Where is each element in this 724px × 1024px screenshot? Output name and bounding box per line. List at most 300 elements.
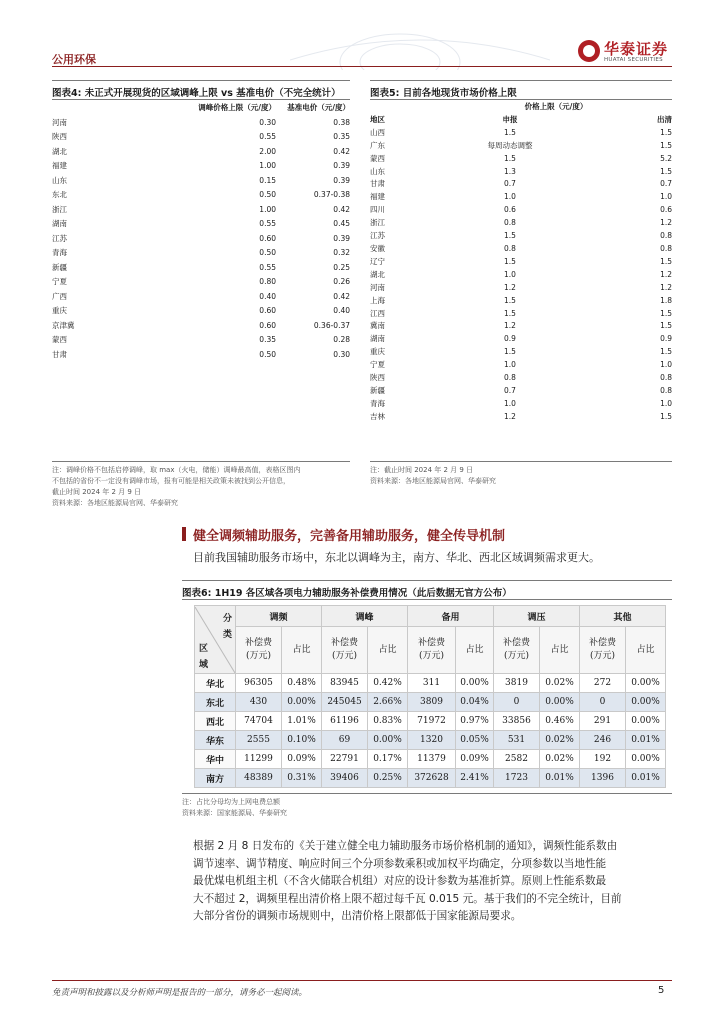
peak-cell: 0.55 [259, 262, 276, 272]
figure5-group-header: 价格上限（元/度） [524, 102, 588, 111]
figure5-row [370, 204, 672, 217]
figure5-col-declare: 申报 [502, 114, 518, 124]
declare-cell: 1.0 [504, 398, 516, 408]
declare-cell: 0.9 [504, 334, 516, 344]
figure5-row [370, 178, 672, 191]
figure4-note: 不包括的省份不一定没有调峰市场，报有可能是相关政策未被找到公开信息， [52, 477, 290, 485]
figure5-title: 图表5: 目前各地现货市场价格上限 [370, 88, 517, 99]
value-cell: 0.97% [456, 712, 494, 731]
figure5-row [370, 372, 672, 385]
figure4-row [52, 130, 350, 145]
value-cell: 311 [408, 674, 456, 693]
declare-cell: 1.5 [504, 127, 516, 137]
value-cell: 0.46% [540, 712, 580, 731]
value-cell: 33856 [494, 712, 540, 731]
value-cell: 1396 [580, 769, 626, 788]
sub-header-fee [322, 627, 368, 674]
base-cell: 0.39 [333, 161, 350, 170]
region-cell: 甘肃 [370, 179, 385, 189]
clear-cell: 1.0 [660, 360, 672, 370]
sub-header-fee-label: 补偿费 [244, 638, 272, 648]
huatai-logo [578, 38, 674, 66]
declare-cell: 1.3 [504, 166, 516, 176]
sub-header-fee-label: 补偿费 [502, 638, 530, 648]
region-cell: 山东 [52, 175, 67, 185]
sub-header-ratio: 占比 [456, 627, 494, 674]
figure4-row [52, 304, 350, 319]
declare-cell: 0.6 [504, 205, 516, 215]
peak-cell: 1.00 [259, 204, 276, 214]
figure6-row [195, 674, 666, 693]
peak-cell: 0.60 [259, 320, 276, 330]
declare-cell: 1.5 [504, 295, 516, 305]
figure4-row [52, 217, 350, 232]
peak-cell: 0.55 [259, 132, 276, 141]
declare-cell: 0.8 [504, 218, 516, 228]
figure6-group-header: 调频 [236, 606, 322, 627]
region-cell: 上海 [370, 295, 385, 305]
figure4-row [52, 188, 350, 203]
paragraph-line: 最优煤电机组主机（不含火储联合机组）对应的设计参数为基准折算。原则上性能系数最 [193, 875, 607, 887]
value-cell: 0.00% [282, 693, 322, 712]
figure5-row [370, 333, 672, 346]
figure5-row [370, 230, 672, 243]
base-cell: 0.42 [333, 146, 350, 156]
value-cell: 96305 [236, 674, 282, 693]
value-cell: 0.02% [540, 731, 580, 750]
figure5-row [370, 166, 672, 179]
clear-cell: 0.6 [660, 205, 672, 215]
figure5-row [370, 411, 672, 424]
clear-cell: 5.2 [660, 153, 672, 163]
value-cell: 1320 [408, 731, 456, 750]
page-number: 5 [658, 985, 665, 996]
region-cell: 浙江 [52, 204, 67, 214]
region-cell: 华东 [195, 731, 236, 750]
sub-header-fee-unit: (万元) [589, 651, 616, 661]
region-cell: 宁夏 [52, 277, 67, 286]
declare-cell: 0.8 [504, 243, 516, 253]
clear-cell: 0.7 [660, 179, 672, 189]
figure4-row [52, 232, 350, 247]
value-cell: 48389 [236, 769, 282, 788]
value-cell: 0.00% [626, 674, 666, 693]
figure4-row [52, 275, 350, 290]
paragraph-line: 大不超过 2，调频里程出清价格上限不超过每千瓦 0.015 元。基于我们的不完全统计，目前 [193, 892, 622, 905]
region-cell: 新疆 [52, 262, 67, 272]
figure4-row [52, 333, 350, 348]
value-cell: 1.01% [282, 712, 322, 731]
base-cell: 0.30 [333, 349, 350, 359]
figure4-row [52, 246, 350, 261]
figure6-row [195, 769, 666, 788]
figure5-col-region: 地区 [370, 114, 385, 124]
figure4-title: 图表4: 未正式开展现货的区域调峰上限 vs 基准电价（不完全统计） [52, 88, 341, 99]
sub-header-fee [494, 627, 540, 674]
base-cell: 0.42 [333, 204, 350, 214]
sub-header-fee [236, 627, 282, 674]
header-watermark-graphic [290, 30, 550, 70]
value-cell: 272 [580, 674, 626, 693]
figure5-row [370, 243, 672, 256]
declare-cell: 1.0 [504, 269, 516, 279]
region-cell: 安徽 [370, 243, 385, 253]
declare-cell: 1.5 [504, 231, 516, 241]
base-cell: 0.32 [333, 248, 350, 257]
region-cell: 四川 [370, 205, 385, 215]
base-cell: 0.36-0.37 [313, 320, 350, 330]
figure5-top-rule [370, 80, 672, 81]
declare-cell: 1.5 [504, 153, 516, 163]
figure5-source: 资料来源：各地区能源局官网、华泰研究 [370, 477, 496, 485]
value-cell: 0.31% [282, 769, 322, 788]
sub-header-fee [580, 627, 626, 674]
clear-cell: 0.8 [660, 385, 672, 395]
declare-cell: 1.0 [504, 192, 516, 202]
clear-cell: 1.5 [660, 127, 672, 137]
value-cell: 245045 [322, 693, 368, 712]
figure5-row [370, 282, 672, 295]
value-cell: 0.00% [456, 674, 494, 693]
peak-cell: 0.30 [259, 117, 276, 127]
region-cell: 湖北 [370, 269, 385, 279]
sub-header-ratio: 占比 [282, 627, 322, 674]
figure4-col-base: 基准电价（元/度） [287, 103, 350, 112]
value-cell: 74704 [236, 712, 282, 731]
base-cell: 0.37-0.38 [313, 190, 350, 199]
section-lead-text: 目前我国辅助服务市场中，东北以调峰为主，南方、华北、西北区域调频需求更大。 [193, 551, 600, 564]
value-cell: 39406 [322, 769, 368, 788]
figure6-top-rule [182, 580, 672, 581]
value-cell: 0.48% [282, 674, 322, 693]
declare-cell: 1.5 [504, 256, 516, 266]
declare-cell: 1.2 [504, 321, 516, 331]
figure6-group-header: 调峰 [322, 606, 408, 627]
value-cell: 2555 [236, 731, 282, 750]
figure5-title-rule [370, 99, 672, 100]
base-cell: 0.38 [333, 117, 350, 127]
figure5-row [370, 398, 672, 411]
figure6-row [195, 712, 666, 731]
logo-english-text: HUATAI SECURITIES [604, 57, 663, 63]
clear-cell: 1.5 [660, 321, 672, 331]
region-cell: 浙江 [370, 218, 385, 228]
peak-cell: 0.80 [259, 277, 276, 286]
logo-text: 华泰证券 [604, 40, 669, 58]
value-cell: 0.25% [368, 769, 408, 788]
region-cell: 陕西 [52, 132, 67, 141]
corner-label-top: 分 [223, 613, 233, 624]
sub-header-fee-unit: (万元) [331, 651, 358, 661]
clear-cell: 1.5 [660, 308, 672, 318]
region-cell: 西北 [195, 712, 236, 731]
value-cell: 0.83% [368, 712, 408, 731]
sub-header-fee-unit: (万元) [245, 651, 272, 661]
region-cell: 宁夏 [370, 360, 385, 370]
figure4-row [52, 174, 350, 189]
sub-header-fee-unit: (万元) [418, 651, 445, 661]
figure5-row [370, 385, 672, 398]
clear-cell: 1.5 [660, 140, 672, 150]
declare-cell: 0.7 [504, 179, 516, 189]
value-cell: 2582 [494, 750, 540, 769]
footer-divider [52, 980, 672, 981]
region-cell: 蒙西 [370, 153, 385, 163]
declare-cell: 1.5 [504, 347, 516, 357]
region-cell: 吉林 [370, 411, 385, 421]
region-cell: 河南 [52, 117, 67, 127]
figure4-table [52, 101, 350, 362]
figure5-table [370, 101, 672, 424]
figure4-row [52, 348, 350, 363]
figure6-group-header: 调压 [494, 606, 580, 627]
value-cell: 2.41% [456, 769, 494, 788]
figure6-title: 图表6: 1H19 各区域各项电力辅助服务补偿费用情况（此后数据无官方公布） [182, 588, 512, 599]
value-cell: 0 [580, 693, 626, 712]
corner-diagonal [195, 607, 235, 673]
region-cell: 辽宁 [370, 256, 385, 266]
figure6-bottom-rule [182, 793, 672, 794]
peak-cell: 0.40 [259, 291, 276, 301]
figure5-row [370, 308, 672, 321]
value-cell: 11299 [236, 750, 282, 769]
figure5-row [370, 346, 672, 359]
region-cell: 重庆 [52, 306, 67, 315]
figure5-row [370, 295, 672, 308]
value-cell: 0.00% [626, 750, 666, 769]
value-cell: 192 [580, 750, 626, 769]
value-cell: 3809 [408, 693, 456, 712]
clear-cell: 1.0 [660, 398, 672, 408]
value-cell: 69 [322, 731, 368, 750]
figure5-row [370, 256, 672, 269]
value-cell: 291 [580, 712, 626, 731]
value-cell: 246 [580, 731, 626, 750]
declare-cell: 1.2 [504, 282, 516, 292]
figure6-corner-cell [195, 606, 236, 674]
logo-mark-icon [578, 40, 600, 62]
section-marker [182, 527, 186, 541]
clear-cell: 0.8 [660, 373, 672, 383]
peak-cell: 0.50 [259, 349, 276, 359]
value-cell: 0.02% [540, 750, 580, 769]
region-cell: 江苏 [370, 231, 385, 241]
figure4-row [52, 203, 350, 218]
value-cell: 71972 [408, 712, 456, 731]
clear-cell: 1.0 [660, 192, 672, 202]
peak-cell: 0.55 [259, 219, 276, 228]
paragraph-line: 调节速率、调节精度、响应时间三个分项参数乘积或加权平均确定，分项参数以当地性能 [193, 857, 607, 870]
value-cell: 0.01% [626, 731, 666, 750]
base-cell: 0.39 [333, 233, 350, 243]
region-cell: 陕西 [370, 373, 385, 383]
base-cell: 0.42 [333, 291, 350, 301]
base-cell: 0.25 [333, 262, 350, 272]
base-cell: 0.35 [333, 132, 350, 141]
peak-cell: 0.50 [259, 190, 276, 199]
declare-cell: 0.8 [504, 373, 516, 383]
value-cell: 430 [236, 693, 282, 712]
region-cell: 湖南 [370, 334, 385, 344]
region-cell: 广东 [370, 140, 385, 150]
peak-cell: 0.35 [259, 335, 276, 344]
value-cell: 0.10% [282, 731, 322, 750]
figure4-row [52, 319, 350, 334]
clear-cell: 1.2 [660, 218, 672, 228]
region-cell: 重庆 [370, 347, 385, 357]
figure4-row [52, 290, 350, 305]
report-section-label: 公用环保 [52, 53, 96, 66]
region-cell: 江苏 [52, 233, 67, 243]
figure5-note: 注：截止时间 2024 年 2 月 9 日 [370, 466, 474, 474]
value-cell: 2.66% [368, 693, 408, 712]
figure4-row [52, 145, 350, 160]
peak-cell: 1.00 [259, 161, 276, 170]
value-cell: 0.01% [626, 769, 666, 788]
clear-cell: 1.8 [660, 295, 672, 305]
sub-header-fee-label: 补偿费 [588, 638, 616, 648]
declare-cell: 0.7 [504, 385, 516, 395]
corner-label-mid: 类 [223, 629, 233, 640]
figure5-bottom-rule [370, 461, 672, 462]
region-cell: 京津冀 [52, 320, 75, 330]
value-cell: 3819 [494, 674, 540, 693]
value-cell: 0.00% [368, 731, 408, 750]
value-cell: 0.05% [456, 731, 494, 750]
corner-label-region: 区 [199, 643, 209, 654]
figure4-col-peak: 调峰价格上限（元/度） [198, 103, 276, 112]
value-cell: 0.00% [626, 693, 666, 712]
figure4-row [52, 159, 350, 174]
value-cell: 0.01% [540, 769, 580, 788]
value-cell: 372628 [408, 769, 456, 788]
value-cell: 0 [494, 693, 540, 712]
region-cell: 山东 [370, 166, 385, 176]
value-cell: 11379 [408, 750, 456, 769]
value-cell: 0.00% [540, 693, 580, 712]
figure5-row [370, 191, 672, 204]
base-cell: 0.28 [333, 335, 350, 344]
figure5-row [370, 359, 672, 372]
sub-header-fee-label: 补偿费 [417, 638, 445, 648]
value-cell: 0.04% [456, 693, 494, 712]
figure4-row [52, 116, 350, 131]
figure5-row [370, 127, 672, 140]
base-cell: 0.26 [333, 277, 350, 286]
region-cell: 青海 [52, 248, 67, 257]
figure4-note: 注：调峰价格不包括启停调峰，取 max（火电，储能）调峰最高值，表格区图内 [52, 466, 301, 474]
sub-header-fee [408, 627, 456, 674]
value-cell: 0.00% [626, 712, 666, 731]
region-cell: 山西 [370, 127, 385, 137]
region-cell: 福建 [370, 192, 385, 202]
declare-cell: 1.5 [504, 308, 516, 318]
region-cell: 河南 [370, 282, 385, 292]
figure4-row [52, 261, 350, 276]
declare-cell: 每周动态调整 [487, 140, 533, 150]
figure5-row [370, 153, 672, 166]
region-cell: 蒙西 [52, 335, 67, 344]
value-cell: 0.42% [368, 674, 408, 693]
value-cell: 0.09% [456, 750, 494, 769]
declare-cell: 1.2 [504, 411, 516, 421]
paragraph-line: 根据 2 月 8 日发布的《关于建立健全电力辅助服务市场价格机制的通知》，调频性能系数由 [193, 840, 618, 852]
figure4-note: 截止时间 2024 年 2 月 9 日 [52, 488, 142, 496]
section-title: 健全调频辅助服务，完善备用辅助服务，健全传导机制 [193, 529, 506, 544]
figure4-top-rule [52, 80, 350, 81]
clear-cell: 1.5 [660, 411, 672, 421]
value-cell: 83945 [322, 674, 368, 693]
peak-cell: 0.15 [259, 175, 276, 185]
declare-cell: 1.0 [504, 360, 516, 370]
peak-cell: 0.50 [259, 248, 276, 257]
region-cell: 华北 [195, 674, 236, 693]
sub-header-ratio: 占比 [626, 627, 666, 674]
region-cell: 广西 [52, 291, 67, 301]
value-cell: 61196 [322, 712, 368, 731]
clear-cell: 0.8 [660, 243, 672, 253]
region-cell: 湖南 [52, 219, 67, 228]
region-cell: 南方 [195, 769, 236, 788]
clear-cell: 1.2 [660, 269, 672, 279]
figure5-row [370, 269, 672, 282]
figure5-row [370, 320, 672, 333]
value-cell: 0.02% [540, 674, 580, 693]
region-cell: 江西 [370, 308, 385, 318]
figure6-table [194, 605, 666, 788]
region-cell: 甘肃 [52, 349, 67, 359]
base-cell: 0.40 [333, 306, 350, 315]
figure5-row [370, 140, 672, 153]
value-cell: 22791 [322, 750, 368, 769]
clear-cell: 0.8 [660, 231, 672, 241]
figure6-row [195, 750, 666, 769]
clear-cell: 0.9 [660, 334, 672, 344]
figure5-row [370, 217, 672, 230]
figure5-col-clear: 出清 [657, 114, 672, 124]
base-cell: 0.45 [333, 219, 350, 228]
figure6-group-header: 其他 [580, 606, 666, 627]
footer-disclaimer: 免责声明和披露以及分析师声明是报告的一部分，请务必一起阅读。 [52, 988, 308, 998]
region-cell: 冀南 [370, 321, 385, 331]
clear-cell: 1.5 [660, 347, 672, 357]
clear-cell: 1.5 [660, 256, 672, 266]
clear-cell: 1.2 [660, 282, 672, 292]
figure6-row [195, 693, 666, 712]
figure6-group-header: 备用 [408, 606, 494, 627]
sub-header-fee-unit: (万元) [503, 651, 530, 661]
figure4-bottom-rule [52, 461, 350, 462]
value-cell: 0.09% [282, 750, 322, 769]
region-cell: 青海 [370, 398, 385, 408]
value-cell: 0.17% [368, 750, 408, 769]
sub-header-fee-label: 补偿费 [330, 638, 358, 648]
value-cell: 1723 [494, 769, 540, 788]
figure6-note: 注：占比分母均为上网电费总额 [182, 798, 280, 806]
header-divider [52, 66, 672, 67]
region-cell: 华中 [195, 750, 236, 769]
region-cell: 东北 [52, 190, 67, 199]
peak-cell: 0.60 [259, 306, 276, 315]
corner-label-region: 域 [199, 659, 209, 670]
region-cell: 新疆 [370, 385, 385, 395]
region-cell: 福建 [52, 161, 67, 170]
figure6-source: 资料来源：国家能源局、华泰研究 [182, 809, 287, 817]
paragraph-line: 大部分省份的调频市场规则中，出清价格上限都低于国家能源局要求。 [193, 910, 522, 922]
base-cell: 0.39 [333, 175, 350, 185]
sub-header-ratio: 占比 [368, 627, 408, 674]
value-cell: 531 [494, 731, 540, 750]
